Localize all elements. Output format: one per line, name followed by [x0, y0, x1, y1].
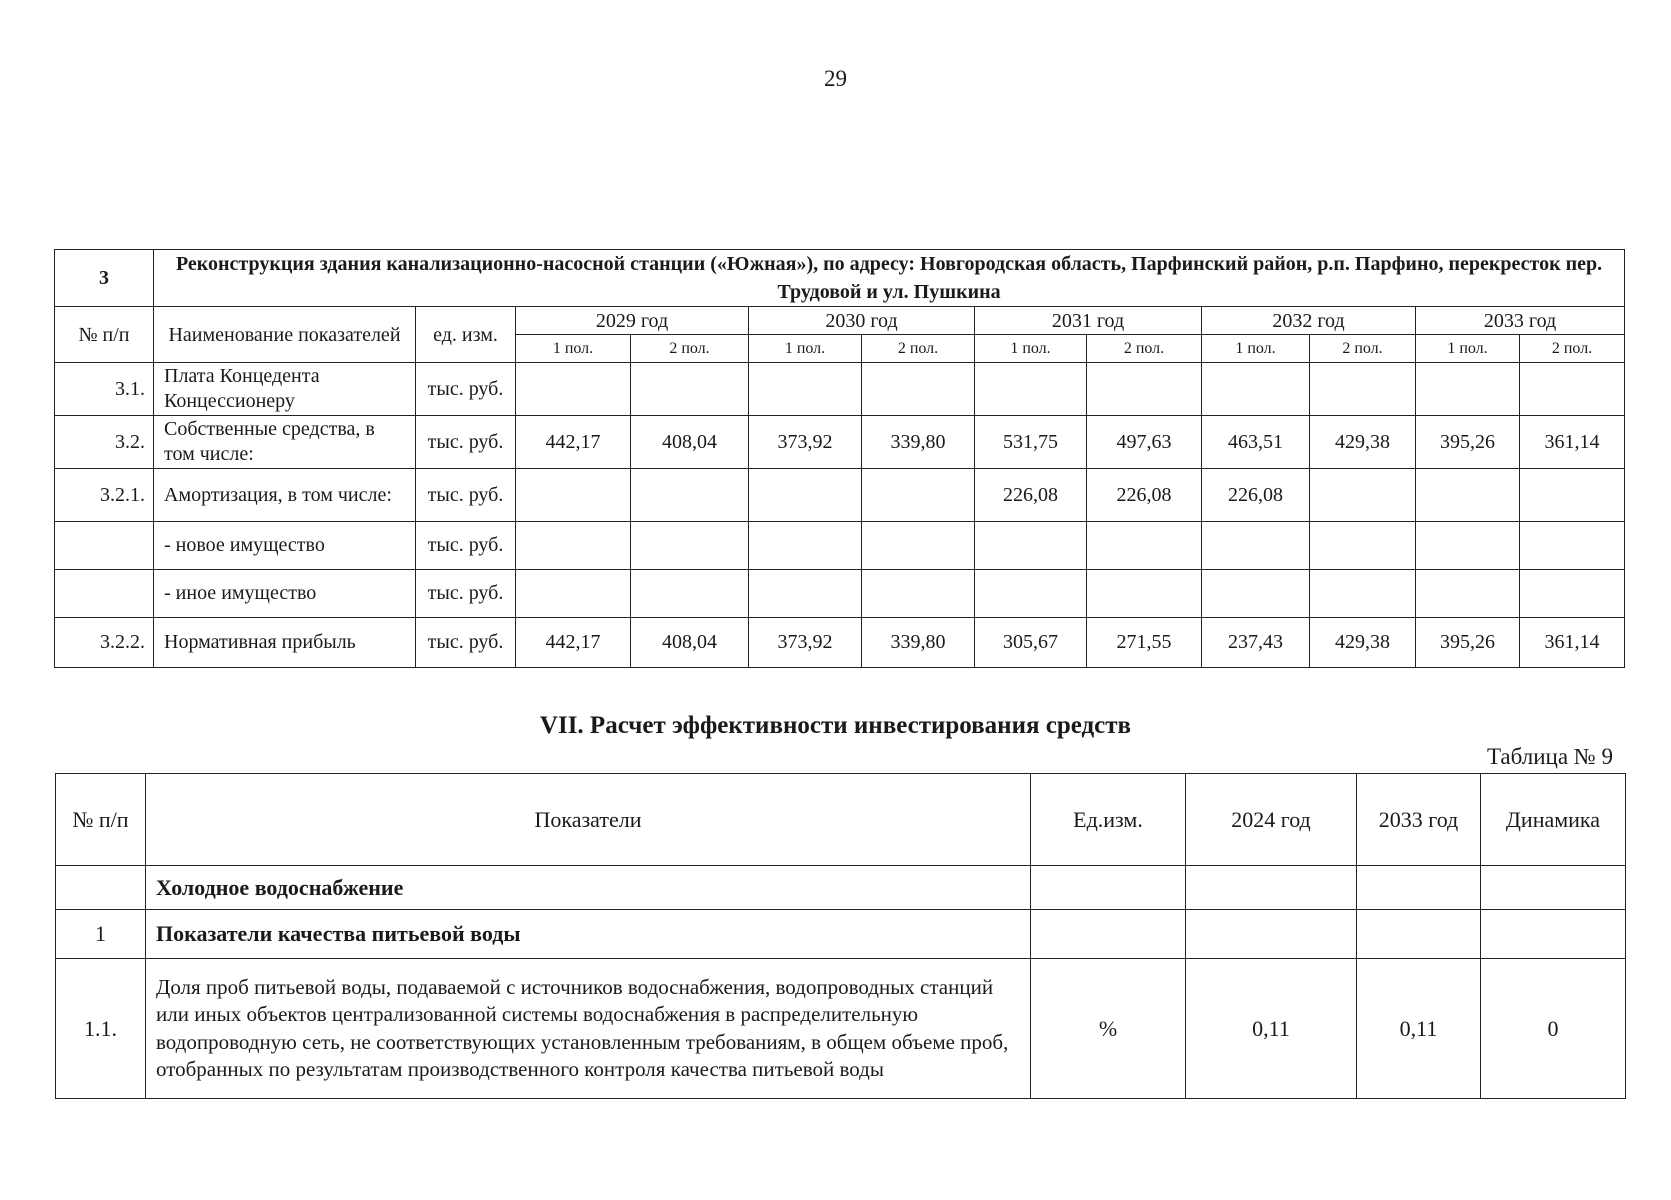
- row-unit: тыс. руб.: [416, 522, 516, 570]
- row-unit: %: [1031, 959, 1186, 1099]
- page-number: 29: [824, 66, 847, 91]
- header-num: № п/п: [56, 774, 146, 866]
- table-row: [55, 618, 1625, 668]
- table-row: [55, 570, 1625, 618]
- row-value: 497,63: [1087, 416, 1202, 469]
- row-num: [55, 570, 154, 618]
- row-num: 1: [56, 910, 146, 959]
- row-unit: тыс. руб.: [416, 618, 516, 668]
- row-value: [1416, 522, 1520, 570]
- header-half: 1 пол.: [749, 335, 862, 363]
- row-name: - новое имущество: [154, 522, 416, 570]
- row-value: [1416, 469, 1520, 522]
- row-value: 429,38: [1310, 618, 1416, 668]
- row-dynamics: [1481, 910, 1626, 959]
- row-value: 226,08: [1202, 469, 1310, 522]
- row-value: [1416, 363, 1520, 416]
- header-half: 1 пол.: [975, 335, 1087, 363]
- row-value: [1087, 570, 1202, 618]
- row-value: [631, 522, 749, 570]
- row-value: [1520, 570, 1625, 618]
- table-row: [55, 363, 1625, 416]
- row-value: 226,08: [975, 469, 1087, 522]
- row-value: 373,92: [749, 416, 862, 469]
- row-value: [516, 570, 631, 618]
- row-unit: [1031, 866, 1186, 910]
- header-year-2029: 2029 год: [516, 307, 749, 335]
- row-unit: тыс. руб.: [416, 570, 516, 618]
- header-year-2031: 2031 год: [975, 307, 1202, 335]
- row-num: 3.1.: [55, 363, 154, 416]
- row-value: [975, 363, 1087, 416]
- row-value: 442,17: [516, 416, 631, 469]
- row-value: [749, 522, 862, 570]
- row-dynamics: [1481, 866, 1626, 910]
- row-value: [1520, 469, 1625, 522]
- header-half: 2 пол.: [1520, 335, 1625, 363]
- row-2033: 0,11: [1357, 959, 1481, 1099]
- row-value: [1087, 363, 1202, 416]
- row-unit: [1031, 910, 1186, 959]
- row-num: 3.2.1.: [55, 469, 154, 522]
- row-unit: тыс. руб.: [416, 416, 516, 469]
- row-value: 373,92: [749, 618, 862, 668]
- efficiency-table: [55, 773, 1626, 1099]
- row-value: [1310, 522, 1416, 570]
- header-half: 2 пол.: [1087, 335, 1202, 363]
- row-value: 237,43: [1202, 618, 1310, 668]
- row-num: [56, 866, 146, 910]
- row-value: [1202, 363, 1310, 416]
- table-row: [55, 416, 1625, 469]
- header-half: 2 пол.: [862, 335, 975, 363]
- row-num: [55, 522, 154, 570]
- row-dynamics: 0: [1481, 959, 1626, 1099]
- section-heading: VII. Расчет эффективности инвестирования средств: [539, 712, 1132, 739]
- row-value: [631, 469, 749, 522]
- section-number: 3: [55, 250, 154, 307]
- header-half: 2 пол.: [1310, 335, 1416, 363]
- group-heading: Холодное водоснабжение: [146, 866, 1031, 910]
- row-value: 442,17: [516, 618, 631, 668]
- row-value: 408,04: [631, 618, 749, 668]
- row-value: [975, 522, 1087, 570]
- row-name: - иное имущество: [154, 570, 416, 618]
- header-half: 1 пол.: [516, 335, 631, 363]
- investment-program-table: [54, 249, 1625, 668]
- header-half: 1 пол.: [1202, 335, 1310, 363]
- table-caption: Таблица № 9: [1486, 744, 1613, 769]
- header-indicators: Показатели: [146, 774, 1031, 866]
- row-value: 361,14: [1520, 618, 1625, 668]
- row-unit: тыс. руб.: [416, 363, 516, 416]
- header-unit: ед. изм.: [416, 307, 516, 363]
- row-value: 429,38: [1310, 416, 1416, 469]
- section-title: Реконструкция здания канализационно-насосной станции («Южная»), по адресу: Новгородская область, Парфинский район, р.п. Парфино, перекресток пер. Трудовой и ул. Пушкина: [154, 250, 1625, 307]
- row-value: 531,75: [975, 416, 1087, 469]
- row-name: Нормативная прибыль: [154, 618, 416, 668]
- row-value: 271,55: [1087, 618, 1202, 668]
- header-half: 1 пол.: [1416, 335, 1520, 363]
- table-row: [55, 469, 1625, 522]
- row-value: [1520, 363, 1625, 416]
- row-value: [862, 469, 975, 522]
- row-value: [516, 363, 631, 416]
- row-value: 361,14: [1520, 416, 1625, 469]
- header-name: Наименование показателей: [154, 307, 416, 363]
- header-2033: 2033 год: [1357, 774, 1481, 866]
- row-2024: [1186, 910, 1357, 959]
- header-half: 2 пол.: [631, 335, 749, 363]
- indicator-description: Доля проб питьевой воды, подаваемой с источников водоснабжения, водопроводных станций или иных объектов централизованной системы водоснабжения в распределительную водопроводную сеть, не соответствующих установленным требованиям, в общем объеме проб, отобранных по результатам производственного контроля качества питьевой воды: [146, 959, 1031, 1099]
- header-2024: 2024 год: [1186, 774, 1357, 866]
- header-unit: Ед.изм.: [1031, 774, 1186, 866]
- row-unit: тыс. руб.: [416, 469, 516, 522]
- row-value: [862, 363, 975, 416]
- row-2033: [1357, 866, 1481, 910]
- row-value: [1416, 570, 1520, 618]
- row-name: Собственные средства, в том числе:: [154, 416, 416, 469]
- row-value: [862, 522, 975, 570]
- row-2024: 0,11: [1186, 959, 1357, 1099]
- row-value: 339,80: [862, 618, 975, 668]
- row-value: [1202, 570, 1310, 618]
- row-value: [1310, 469, 1416, 522]
- row-value: [749, 469, 862, 522]
- row-value: 339,80: [862, 416, 975, 469]
- header-year-2033: 2033 год: [1416, 307, 1625, 335]
- row-value: [516, 469, 631, 522]
- table-row: [55, 522, 1625, 570]
- row-name: Амортизация, в том числе:: [154, 469, 416, 522]
- row-num: 3.2.2.: [55, 618, 154, 668]
- row-value: [631, 570, 749, 618]
- header-year-2032: 2032 год: [1202, 307, 1416, 335]
- row-value: [1310, 570, 1416, 618]
- row-value: 226,08: [1087, 469, 1202, 522]
- row-value: [1202, 522, 1310, 570]
- row-value: 463,51: [1202, 416, 1310, 469]
- row-value: [631, 363, 749, 416]
- header-dynamics: Динамика: [1481, 774, 1626, 866]
- subgroup-heading: Показатели качества питьевой воды: [146, 910, 1031, 959]
- row-value: [862, 570, 975, 618]
- row-value: [1087, 522, 1202, 570]
- row-value: 305,67: [975, 618, 1087, 668]
- header-year-2030: 2030 год: [749, 307, 975, 335]
- row-value: 408,04: [631, 416, 749, 469]
- header-num: № п/п: [55, 307, 154, 363]
- row-value: 395,26: [1416, 618, 1520, 668]
- row-value: [749, 570, 862, 618]
- row-num: 1.1.: [56, 959, 146, 1099]
- row-value: [1520, 522, 1625, 570]
- row-2033: [1357, 910, 1481, 959]
- row-value: [516, 522, 631, 570]
- row-num: 3.2.: [55, 416, 154, 469]
- row-value: [975, 570, 1087, 618]
- row-value: [749, 363, 862, 416]
- row-2024: [1186, 866, 1357, 910]
- row-name: Плата Концедента Концессионеру: [154, 363, 416, 416]
- row-value: [1310, 363, 1416, 416]
- row-value: 395,26: [1416, 416, 1520, 469]
